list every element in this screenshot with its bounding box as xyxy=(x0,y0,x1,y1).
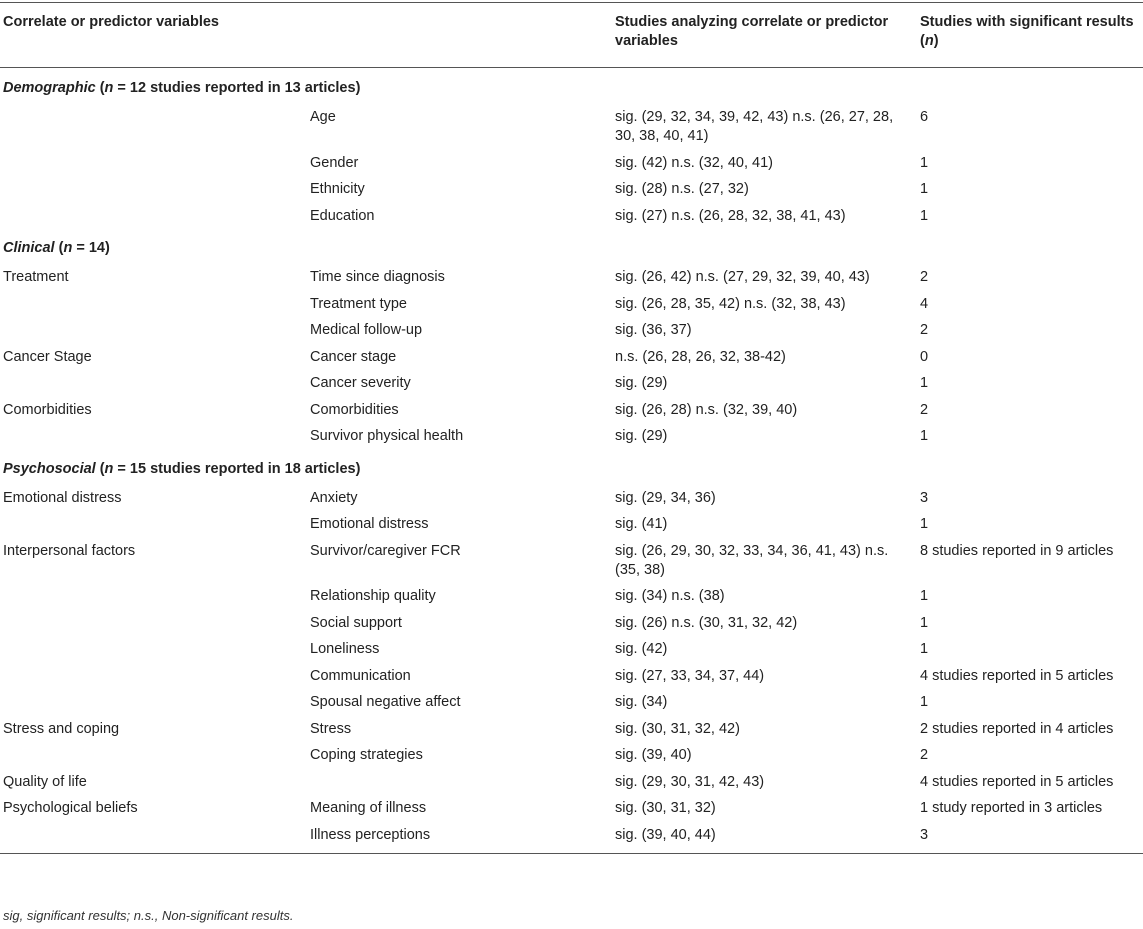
studies-cell: sig. (29, 34, 36) xyxy=(615,489,716,506)
table-row xyxy=(0,423,1143,450)
significant-count-cell: 3 xyxy=(917,822,1143,854)
section-row xyxy=(0,450,1143,485)
group-cell: Comorbidities xyxy=(3,401,92,418)
group-cell xyxy=(0,822,307,854)
table-row xyxy=(0,344,1143,371)
table-row xyxy=(0,663,1143,690)
header-studies: Studies analyzing correlate or predictor variables xyxy=(612,3,917,68)
table-row xyxy=(0,150,1143,177)
studies-cell: sig. (26, 28, 35, 42) n.s. (32, 38, 43) xyxy=(615,295,846,312)
table-header xyxy=(0,3,1143,68)
studies-cell: sig. (36, 37) xyxy=(615,322,692,338)
significant-count-cell: 4 studies reported in 5 articles xyxy=(920,773,1114,790)
studies-cell: sig. (27) n.s. (26, 28, 32, 38, 41, 43) xyxy=(615,207,846,224)
section-title xyxy=(0,68,1143,105)
group-cell xyxy=(0,203,307,230)
studies-cell: sig. (29, 30, 31, 42, 43) xyxy=(615,773,765,790)
group-cell xyxy=(0,370,307,397)
significant-count-cell: 1 xyxy=(920,428,929,444)
significant-count-cell: 1 xyxy=(920,588,929,604)
table-row xyxy=(0,610,1143,637)
significant-count-cell: 4 xyxy=(920,295,929,312)
group-cell: Cancer Stage xyxy=(3,348,92,365)
studies-cell: sig. (30, 31, 32) xyxy=(615,800,716,816)
table-footnote: sig, significant results; n.s., Non-significant results. xyxy=(3,908,294,923)
group-cell: Treatment xyxy=(3,269,69,285)
header-variable xyxy=(307,3,612,68)
variable-cell: Survivor physical health xyxy=(310,428,464,444)
section-title-count: (n = 14) xyxy=(54,240,110,256)
significant-count-cell: 1 xyxy=(920,516,929,532)
group-cell xyxy=(0,150,307,177)
significant-count-cell: 1 xyxy=(920,207,929,224)
studies-cell: sig. (41) xyxy=(615,516,668,532)
variable-cell: Stress xyxy=(310,720,352,737)
significant-count-cell: 1 xyxy=(920,181,929,197)
group-cell xyxy=(0,636,307,663)
variable-cell: Survivor/caregiver FCR xyxy=(310,542,461,559)
significant-count-cell: 6 xyxy=(920,109,929,125)
significant-count-cell: 3 xyxy=(920,489,929,506)
studies-cell: sig. (34) n.s. (38) xyxy=(615,588,725,604)
variable-cell: Cancer severity xyxy=(310,375,411,391)
significant-count-cell: 1 study reported in 3 articles xyxy=(920,800,1103,816)
variable-cell: Meaning of illness xyxy=(310,800,427,816)
correlates-table xyxy=(0,2,1143,854)
group-cell xyxy=(0,583,307,610)
variable-cell: Social support xyxy=(310,614,402,631)
studies-cell: sig. (34) xyxy=(615,694,668,710)
table-row xyxy=(0,317,1143,344)
variable-cell: Emotional distress xyxy=(310,516,429,532)
section-title-main: Psychosocial xyxy=(3,460,96,477)
group-cell xyxy=(0,104,307,150)
studies-cell: sig. (26) n.s. (30, 31, 32, 42) xyxy=(615,614,798,631)
studies-cell: sig. (39, 40) xyxy=(615,747,692,763)
variable-cell: Anxiety xyxy=(310,489,358,506)
variable-cell: Comorbidities xyxy=(310,401,399,418)
variable-cell: Loneliness xyxy=(310,641,380,657)
significant-count-cell: 1 xyxy=(920,154,929,171)
studies-cell: sig. (28) n.s. (27, 32) xyxy=(615,181,749,197)
significant-count-cell: 1 xyxy=(920,614,929,631)
group-cell xyxy=(0,689,307,716)
variable-cell: Medical follow-up xyxy=(310,322,423,338)
header-significant: Studies with significant results (n) xyxy=(917,3,1143,68)
group-cell xyxy=(0,176,307,203)
table-row xyxy=(0,511,1143,538)
table-row xyxy=(0,291,1143,318)
table-row xyxy=(0,176,1143,203)
variable-cell: Ethnicity xyxy=(310,181,365,197)
variable-cell: Education xyxy=(310,207,375,224)
section-title-count: (n = 15 studies reported in 18 articles) xyxy=(95,460,361,477)
significant-count-cell: 2 xyxy=(920,401,929,418)
variable-cell: Spousal negative affect xyxy=(310,694,461,710)
significant-count-cell: 2 xyxy=(920,747,929,763)
significant-count-cell: 1 xyxy=(920,694,929,710)
table-row xyxy=(0,104,1143,150)
significant-count-cell: 8 studies reported in 9 articles xyxy=(920,542,1114,559)
variable-cell: Gender xyxy=(310,154,359,171)
significant-count-cell: 4 studies reported in 5 articles xyxy=(920,667,1114,684)
group-cell xyxy=(0,610,307,637)
studies-cell: sig. (27, 33, 34, 37, 44) xyxy=(615,667,765,684)
group-cell xyxy=(0,742,307,769)
table-row xyxy=(0,769,1143,796)
variable-cell: Illness perceptions xyxy=(307,822,612,854)
group-cell: Stress and coping xyxy=(3,720,120,737)
significant-count-cell: 1 xyxy=(920,375,929,391)
table-row xyxy=(0,485,1143,512)
table-row xyxy=(0,264,1143,291)
table-row xyxy=(0,636,1143,663)
group-cell: Interpersonal factors xyxy=(3,542,136,559)
group-cell: Emotional distress xyxy=(3,489,122,506)
studies-cell: sig. (29, 32, 34, 39, 42, 43) n.s. (26, 27, 28, 30, 38, 40, 41) xyxy=(615,109,894,144)
header-correlate: Correlate or predictor variables xyxy=(0,3,307,68)
group-cell xyxy=(0,317,307,344)
studies-cell: sig. (29) xyxy=(615,428,668,444)
table-row xyxy=(0,538,1143,584)
table-row xyxy=(0,689,1143,716)
variable-cell: Communication xyxy=(310,667,411,684)
section-title-main: Clinical xyxy=(3,240,55,256)
section-title xyxy=(0,229,1143,264)
studies-cell: sig. (39, 40, 44) xyxy=(612,822,917,854)
table-row xyxy=(0,397,1143,424)
variable-cell: Age xyxy=(310,109,336,125)
studies-cell: n.s. (26, 28, 26, 32, 38-42) xyxy=(615,348,786,365)
significant-count-cell: 2 studies reported in 4 articles xyxy=(920,720,1114,737)
group-cell xyxy=(0,511,307,538)
significant-count-cell: 2 xyxy=(920,269,929,285)
studies-cell: sig. (42) xyxy=(615,641,668,657)
significant-count-cell: 0 xyxy=(920,348,929,365)
group-cell xyxy=(0,423,307,450)
section-title-main: Demographic xyxy=(3,80,96,96)
significant-count-cell: 2 xyxy=(920,322,929,338)
variable-cell: Cancer stage xyxy=(310,348,397,365)
group-cell xyxy=(0,291,307,318)
table-row xyxy=(0,370,1143,397)
variable-cell: Coping strategies xyxy=(310,747,423,763)
studies-cell: sig. (26, 42) n.s. (27, 29, 32, 39, 40, 43) xyxy=(615,269,870,285)
table-row xyxy=(0,716,1143,743)
group-cell xyxy=(0,663,307,690)
section-row xyxy=(0,68,1143,105)
significant-count-cell: 1 xyxy=(920,641,929,657)
variable-cell: Time since diagnosis xyxy=(310,269,445,285)
table-row xyxy=(0,795,1143,822)
group-cell: Quality of life xyxy=(3,773,87,790)
table-body xyxy=(0,68,1143,854)
variable-cell: Treatment type xyxy=(310,295,407,312)
table-row xyxy=(0,822,1143,854)
table-row xyxy=(0,742,1143,769)
group-cell: Psychological beliefs xyxy=(3,800,138,816)
studies-cell: sig. (29) xyxy=(615,375,668,391)
variable-cell xyxy=(307,769,612,796)
section-row xyxy=(0,229,1143,264)
section-title xyxy=(0,450,1143,485)
table-row xyxy=(0,203,1143,230)
studies-cell: sig. (30, 31, 32, 42) xyxy=(615,720,740,737)
studies-cell: sig. (26, 29, 30, 32, 33, 34, 36, 41, 43) n.s. (35, 38) xyxy=(615,542,889,578)
studies-cell: sig. (42) n.s. (32, 40, 41) xyxy=(615,154,773,171)
variable-cell: Relationship quality xyxy=(310,588,436,604)
studies-cell: sig. (26, 28) n.s. (32, 39, 40) xyxy=(615,401,798,418)
section-title-count: (n = 12 studies reported in 13 articles) xyxy=(95,80,361,96)
table-row xyxy=(0,583,1143,610)
